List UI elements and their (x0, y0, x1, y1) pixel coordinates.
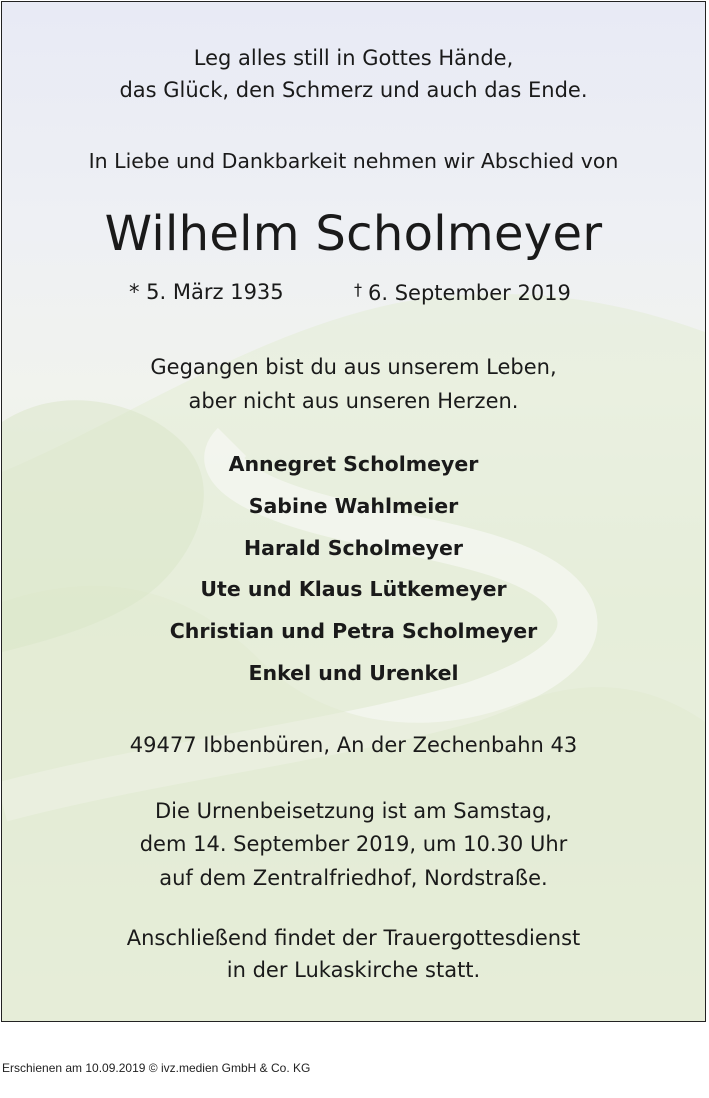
intro-text: In Liebe und Dankbarkeit nehmen wir Abschied von (88, 149, 619, 173)
mourner-name: Ute und Klaus Lütkemeyer (200, 577, 507, 601)
deceased-name: Wilhelm Scholmeyer (104, 206, 603, 262)
service-line-1: Anschließend findet der Trauergottesdienst (126, 926, 581, 950)
address: 49477 Ibbenbüren, An der Zechenbahn 43 (129, 733, 578, 757)
publication-footer: Erschienen am 10.09.2019 © ivz.medien GmbH & Co. KG (2, 1061, 311, 1075)
service-line-2: in der Lukaskirche statt. (226, 958, 481, 982)
obituary-content (2, 2, 705, 1021)
saying-line-2: aber nicht aus unseren Herzen. (188, 389, 519, 413)
death-cross-icon: † (354, 280, 362, 299)
verse-line-2: das Glück, den Schmerz und auch das Ende. (119, 78, 588, 102)
funeral-line-2: dem 14. September 2019, um 10.30 Uhr (139, 832, 568, 856)
mourner-name: Sabine Wahlmeier (248, 494, 459, 518)
mourner-name: Enkel und Urenkel (248, 661, 459, 685)
mourner-name: Harald Scholmeyer (243, 536, 464, 560)
verse-line-1: Leg alles still in Gottes Hände, (193, 46, 514, 70)
death-date-group (354, 280, 571, 305)
death-date: 6. September 2019 (368, 281, 571, 305)
birth-date: * 5. März 1935 (129, 280, 284, 304)
mourner-name: Annegret Scholmeyer (228, 452, 479, 476)
funeral-line-1: Die Urnenbeisetzung ist am Samstag, (155, 799, 552, 823)
mourner-name: Christian und Petra Scholmeyer (169, 619, 538, 643)
saying-line-1: Gegangen bist du aus unserem Leben, (150, 355, 557, 379)
life-dates (2, 280, 705, 308)
funeral-line-3: auf dem Zentralfriedhof, Nordstraße. (159, 866, 548, 890)
obituary-card (1, 1, 706, 1022)
